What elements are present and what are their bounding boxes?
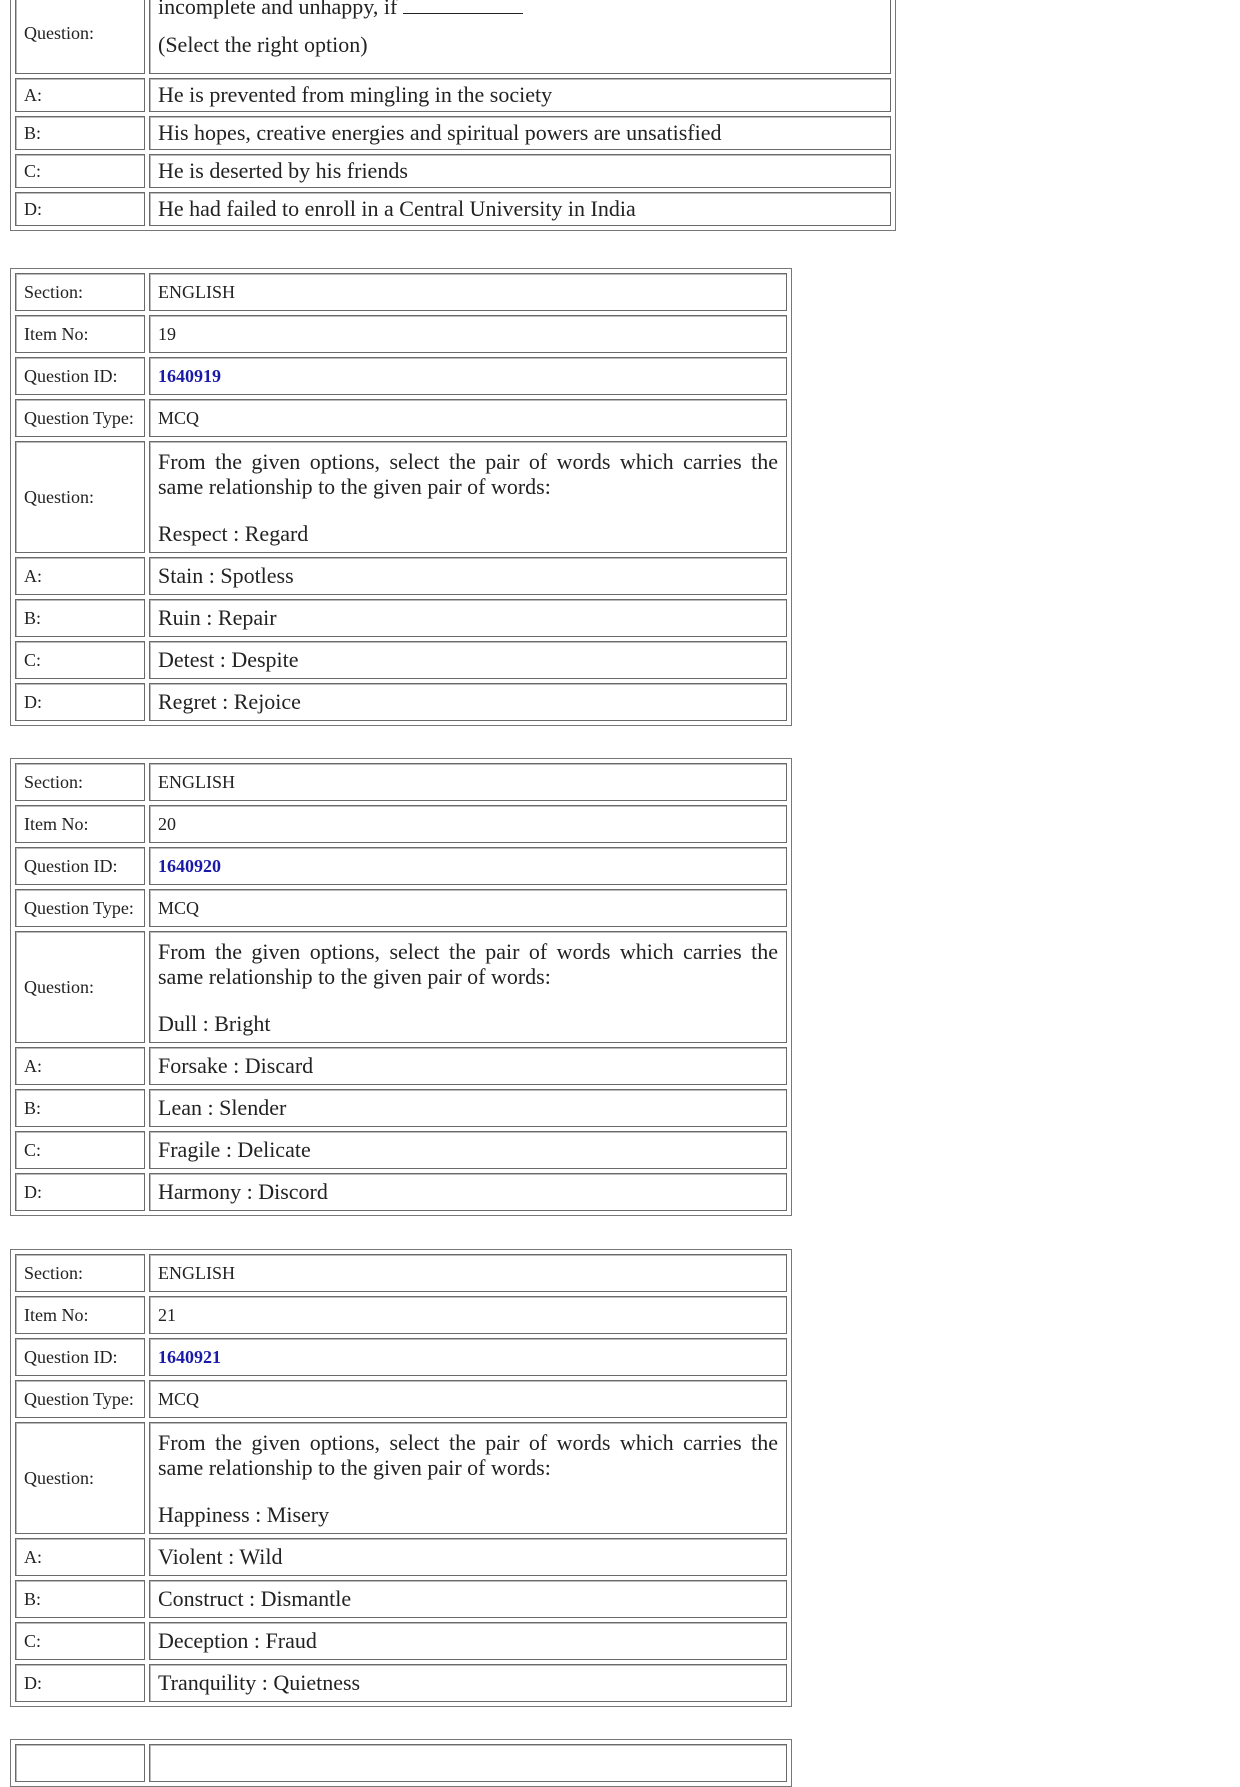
option-d[interactable]: He had failed to enroll in a Central University in India — [149, 192, 891, 226]
question-id-label: Question ID: — [15, 357, 145, 395]
option-b-label: B: — [15, 116, 145, 150]
question-block-partial — [10, 0, 896, 231]
question-content — [149, 441, 787, 553]
section-value: ENGLISH — [149, 1254, 787, 1292]
option-a-label: A: — [15, 1538, 145, 1576]
question-label: Question: — [15, 0, 145, 74]
question-content — [149, 931, 787, 1043]
option-b-label: B: — [15, 599, 145, 637]
question-id-value: 1640919 — [149, 357, 787, 395]
question-block — [10, 758, 792, 1216]
option-a[interactable]: Violent : Wild — [149, 1538, 787, 1576]
item-no-value: 19 — [149, 315, 787, 353]
option-c[interactable]: Detest : Despite — [149, 641, 787, 679]
option-c[interactable]: Fragile : Delicate — [149, 1131, 787, 1169]
option-c[interactable]: He is deserted by his friends — [149, 154, 891, 188]
option-d[interactable]: Regret : Rejoice — [149, 683, 787, 721]
option-b-label: B: — [15, 1089, 145, 1127]
question-type-value: MCQ — [149, 1380, 787, 1418]
question-type-label: Question Type: — [15, 399, 145, 437]
question-id-value: 1640920 — [149, 847, 787, 885]
option-a[interactable]: Stain : Spotless — [149, 557, 787, 595]
option-c-label: C: — [15, 641, 145, 679]
option-d-label: D: — [15, 683, 145, 721]
question-id-label: Question ID: — [15, 847, 145, 885]
cut-value-cell — [149, 1744, 787, 1782]
item-no-value: 20 — [149, 805, 787, 843]
question-label: Question: — [15, 1422, 145, 1534]
option-b-label: B: — [15, 1580, 145, 1618]
option-b[interactable]: Construct : Dismantle — [149, 1580, 787, 1618]
option-d[interactable]: Tranquility : Quietness — [149, 1664, 787, 1702]
question-text — [149, 0, 891, 74]
item-no-value: 21 — [149, 1296, 787, 1334]
option-d-label: D: — [15, 1664, 145, 1702]
question-id-value: 1640921 — [149, 1338, 787, 1376]
option-a-label: A: — [15, 78, 145, 112]
option-d[interactable]: Harmony : Discord — [149, 1173, 787, 1211]
option-c[interactable]: Deception : Fraud — [149, 1622, 787, 1660]
cut-label-cell — [15, 1744, 145, 1782]
question-type-value: MCQ — [149, 399, 787, 437]
item-no-label: Item No: — [15, 315, 145, 353]
section-label: Section: — [15, 1254, 145, 1292]
option-c-label: C: — [15, 1622, 145, 1660]
word-pair: Happiness : Misery — [158, 1501, 330, 1527]
option-b[interactable]: Ruin : Repair — [149, 599, 787, 637]
item-no-label: Item No: — [15, 805, 145, 843]
option-c-label: C: — [15, 154, 145, 188]
question-type-label: Question Type: — [15, 889, 145, 927]
section-label: Section: — [15, 763, 145, 801]
question-text-cut: incomplete and unhappy, if — [158, 0, 398, 19]
option-a-label: A: — [15, 557, 145, 595]
question-block — [10, 268, 792, 726]
option-b[interactable]: Lean : Slender — [149, 1089, 787, 1127]
question-block-next-cut — [10, 1739, 792, 1787]
word-pair: Dull : Bright — [158, 1010, 271, 1036]
question-type-value: MCQ — [149, 889, 787, 927]
option-d-label: D: — [15, 1173, 145, 1211]
option-d-label: D: — [15, 192, 145, 226]
answer-blank — [403, 12, 523, 14]
question-id-label: Question ID: — [15, 1338, 145, 1376]
question-prompt: (Select the right option) — [158, 32, 368, 57]
option-c-label: C: — [15, 1131, 145, 1169]
word-pair: Respect : Regard — [158, 520, 309, 546]
question-block — [10, 1249, 792, 1707]
option-b[interactable]: His hopes, creative energies and spiritual powers are unsatisfied — [149, 116, 891, 150]
section-value: ENGLISH — [149, 273, 787, 311]
question-label: Question: — [15, 931, 145, 1043]
section-value: ENGLISH — [149, 763, 787, 801]
option-a[interactable]: He is prevented from mingling in the society — [149, 78, 891, 112]
option-a[interactable]: Forsake : Discard — [149, 1047, 787, 1085]
question-type-label: Question Type: — [15, 1380, 145, 1418]
section-label: Section: — [15, 273, 145, 311]
option-a-label: A: — [15, 1047, 145, 1085]
item-no-label: Item No: — [15, 1296, 145, 1334]
question-text: From the given options, select the pair of words which carries the same relationship to the given pair of words: — [158, 938, 778, 989]
question-text: From the given options, select the pair of words which carries the same relationship to the given pair of words: — [158, 448, 778, 499]
question-content — [149, 1422, 787, 1534]
question-text: From the given options, select the pair of words which carries the same relationship to the given pair of words: — [158, 1429, 778, 1480]
question-label: Question: — [15, 441, 145, 553]
